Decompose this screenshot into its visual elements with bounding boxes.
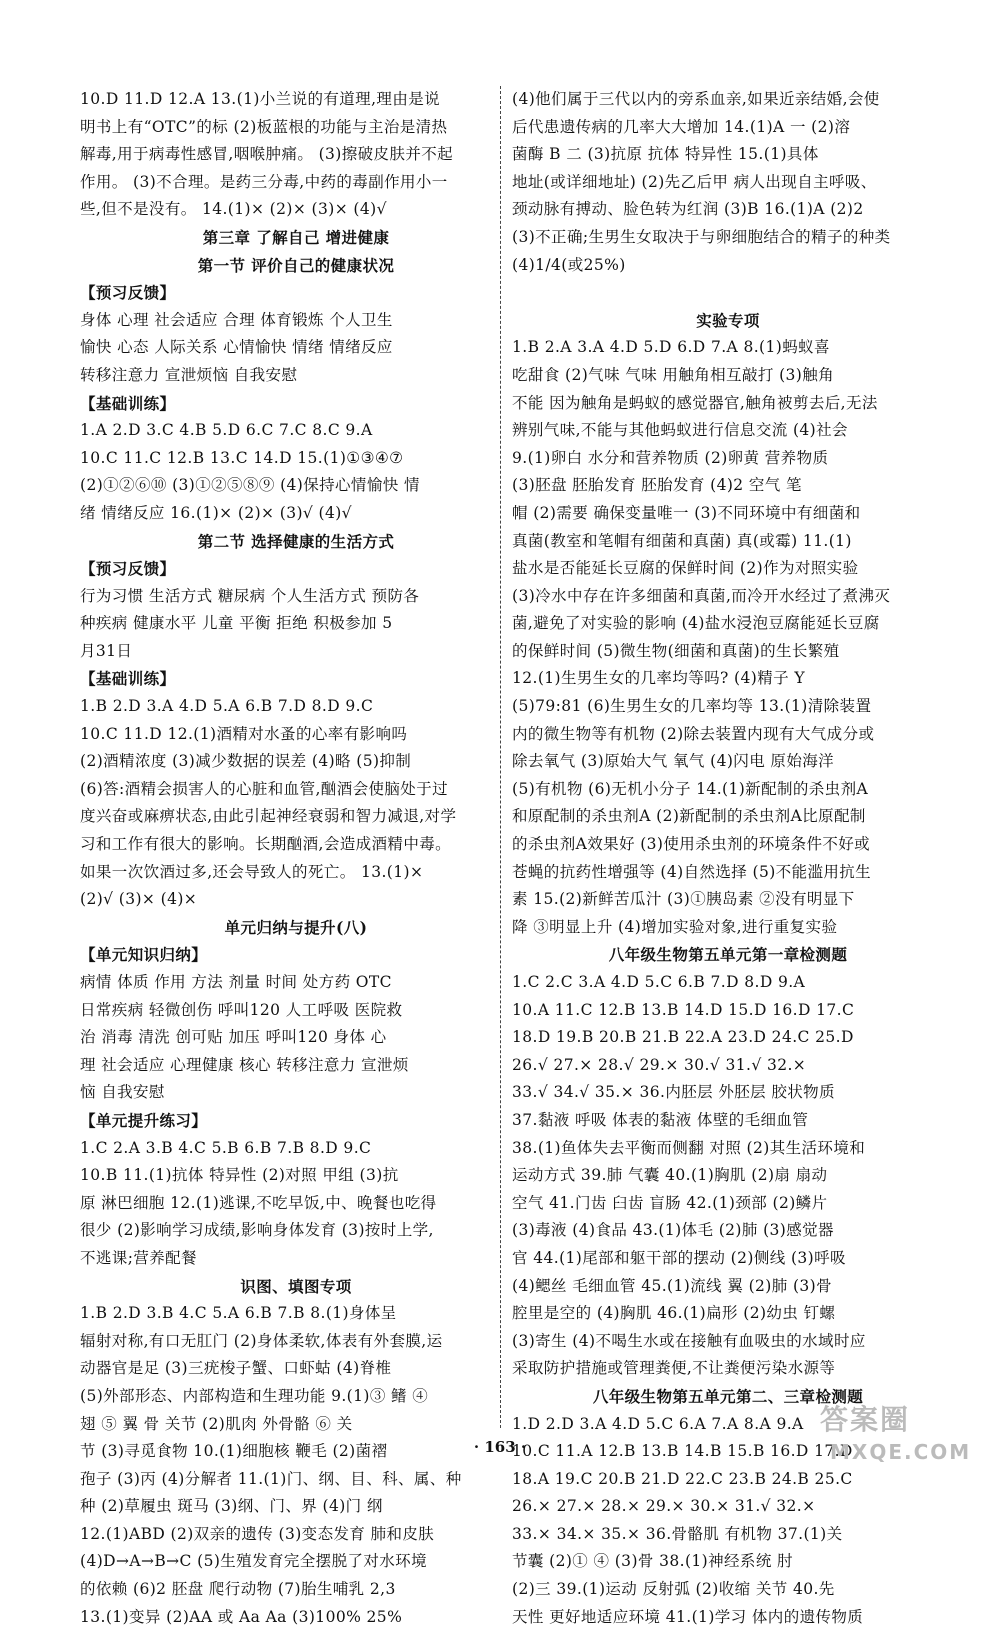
answer-line: (5)79:81 (6)生男生女的几率均等 13.(1)清除装置 (512, 697, 872, 716)
subsection-label: 【单元知识归纳】 (80, 945, 208, 965)
answer-line: 1.B 2.A 3.A 4.D 5.D 6.D 7.A 8.(1)蚂蚁喜 (512, 338, 830, 357)
answer-line: 吃甜食 (2)气味 气味 用触角相互敲打 (3)触角 (512, 365, 835, 384)
answer-line: (5)外部形态、内部构造和生理功能 9.(1)③ 鳍 ④ (80, 1386, 429, 1405)
answer-line: 33.× 34.× 35.× 36.骨骼肌 有机物 37.(1)关 (512, 1524, 843, 1543)
subsection-label: 【基础训练】 (80, 393, 176, 413)
answer-line: 1.B 2.D 3.A 4.D 5.A 6.B 7.D 8.D 9.C (80, 697, 374, 716)
answer-line: 菌,避免了对实验的影响 (4)盐水浸泡豆腐能延长豆腐 (512, 614, 880, 633)
section-heading: 八年级生物第五单元第二、三章检测题 (592, 1386, 864, 1406)
answer-line: 很少 (2)影响学习成绩,影响身体发育 (3)按时上学, (80, 1221, 434, 1240)
answer-line: 10.B 11.(1)抗体 特异性 (2)对照 甲组 (3)抗 (80, 1166, 399, 1185)
answer-line: 节 (3)寻觅食物 10.(1)细胞核 鞭毛 (2)菌褶 (80, 1442, 388, 1461)
section-heading: 第二节 选择健康的生活方式 (197, 531, 395, 551)
watermark-logo: 答案圈 (820, 1403, 911, 1436)
answer-line: 的杀虫剂A效果好 (3)使用杀虫剂的环境条件不好或 (512, 835, 871, 854)
answer-line: 习和工作有很大的影响。长期酗酒,会造成酒精中毒。 (80, 835, 452, 854)
answer-line: 腔里是空的 (4)胸肌 46.(1)扁形 (2)幼虫 钉螺 (512, 1304, 836, 1323)
answer-line: (2)三 39.(1)运动 反射弧 (2)收缩 关节 40.先 (512, 1580, 835, 1599)
answer-line: 些,但不是没有。 14.(1)× (2)× (3)× (4)√ (80, 200, 387, 219)
answer-line: (4)1/4(或25%) (512, 255, 626, 274)
answer-line: 空气 41.门齿 臼齿 盲肠 42.(1)颈部 (2)鳞片 (512, 1193, 828, 1212)
answer-line (512, 279, 944, 307)
answer-line: 动器官是足 (3)三疣梭子蟹、口虾蛄 (4)脊椎 (80, 1359, 392, 1378)
answer-line: 孢子 (3)丙 (4)分解者 11.(1)门、纲、目、科、属、种 (80, 1469, 462, 1488)
answer-line: 愉快 心态 人际关系 心情愉快 情绪 情绪反应 (80, 338, 393, 357)
answer-line: 38.(1)鱼体失去平衡而侧翻 对照 (2)其生活环境和 (512, 1138, 866, 1157)
answer-line: 种 (2)草履虫 斑马 (3)纲、门、界 (4)门 纲 (80, 1497, 383, 1516)
answer-line: 37.黏液 呼吸 体表的黏液 体壁的毛细血管 (512, 1110, 809, 1129)
answer-line: 官 44.(1)尾部和躯干部的摆动 (2)侧线 (3)呼吸 (512, 1248, 846, 1267)
answer-line: 理 社会适应 心理健康 核心 转移注意力 宣泄烦 (80, 1055, 409, 1074)
column-divider (500, 86, 501, 1428)
answer-line: (2)酒精浓度 (3)减少数据的误差 (4)略 (5)抑制 (80, 752, 412, 771)
answer-line: 9.(1)卵白 水分和营养物质 (2)卵黄 营养物质 (512, 448, 829, 467)
answer-line: 菌酶 B 二 (3)抗原 抗体 特异性 15.(1)具体 (512, 145, 819, 164)
answer-line: 12.(1)ABD (2)双亲的遗传 (3)变态发育 肺和皮肤 (80, 1524, 435, 1543)
answer-line: 真菌(教室和笔帽有细菌和真菌) 真(或霉) 11.(1) (512, 531, 852, 550)
answer-line: 治 消毒 清洗 创可贴 加压 呼叫120 身体 心 (80, 1028, 387, 1047)
section-heading: 实验专项 (696, 310, 760, 330)
answer-line: 度兴奋或麻痹状态,由此引起神经衰弱和智力减退,对学 (80, 807, 457, 826)
section-heading: 八年级生物第五单元第一章检测题 (608, 945, 848, 965)
answer-line: 内的微生物等有机物 (2)除去装置内现有大气成分或 (512, 724, 875, 743)
answer-line: 月31日 (80, 641, 133, 660)
answer-line: 10.A 11.C 12.B 13.B 14.D 15.D 16.D 17.C (512, 1000, 855, 1019)
answer-line: 作用。 (3)不合理。是药三分毒,中药的毒副作用小一 (80, 172, 448, 191)
answer-line: (3)毒液 (4)食品 43.(1)体毛 (2)肺 (3)感觉器 (512, 1221, 834, 1240)
answer-line: 种疾病 健康水平 儿童 平衡 拒绝 积极参加 5 (80, 614, 393, 633)
answer-line: (2)√ (3)× (4)× (80, 890, 198, 909)
answer-line: 采取防护措施或管理粪便,不让粪便污染水源等 (512, 1359, 836, 1378)
section-heading: 单元归纳与提升(八) (224, 917, 368, 937)
answer-line: 1.C 2.C 3.A 4.D 5.C 6.B 7.D 8.D 9.A (512, 973, 806, 991)
answer-line: 素 15.(2)新鲜苦瓜汁 (3)①胰岛素 ②没有明显下 (512, 890, 855, 909)
answer-line: 不逃课;营养配餐 (80, 1248, 197, 1267)
answer-line: 降 ③明显上升 (4)增加实验对象,进行重复实验 (512, 917, 838, 936)
answer-line: 10.C 11.C 12.B 13.C 14.D 15.(1)①③④⑦ (80, 448, 404, 467)
answer-line: 恼 自我安慰 (80, 1083, 165, 1102)
answer-line: 病情 体质 作用 方法 剂量 时间 处方药 OTC (80, 973, 392, 991)
watermark (820, 1400, 988, 1470)
answer-line: 10.C 11.A 12.B 13.B 14.B 15.B 16.D 17.D (512, 1442, 853, 1461)
answer-line: (3)寄生 (4)不喝生水或在接触有血吸虫的水域时应 (512, 1331, 866, 1350)
answer-line: 颈动脉有搏动、脸色转为红润 (3)B 16.(1)A (2)2 (512, 200, 864, 219)
answer-line: 盐水是否能延长豆腐的保鲜时间 (2)作为对照实验 (512, 559, 859, 578)
left-column (80, 86, 512, 1631)
answer-line: (4)鳃丝 毛细血管 45.(1)流线 翼 (2)肺 (3)骨 (512, 1276, 833, 1295)
answer-line: 辨别气味,不能与其他蚂蚁进行信息交流 (4)社会 (512, 421, 848, 440)
subsection-label: 【预习反馈】 (80, 283, 176, 303)
answer-line: (4)D→A→B→C (5)生殖发育完全摆脱了对水环境 (80, 1552, 427, 1571)
answer-line: 1.D 2.D 3.A 4.D 5.C 6.A 7.A 8.A 9.A (512, 1414, 804, 1433)
section-heading: 识图、填图专项 (240, 1276, 352, 1296)
answer-line: 运动方式 39.肺 气囊 40.(1)胸肌 (2)扇 扇动 (512, 1166, 828, 1185)
answer-line: 除去氧气 (3)原始大气 氧气 (4)闪电 原始海洋 (512, 752, 835, 771)
answer-line: 身体 心理 社会适应 合理 体育锻炼 个人卫生 (80, 310, 393, 329)
answer-line: 日常疾病 轻微创伤 呼叫120 人工呼吸 医院救 (80, 1000, 403, 1019)
answer-line: 苍蝇的抗药性增强等 (4)自然选择 (5)不能滥用抗生 (512, 862, 872, 881)
answer-line: 如果一次饮酒过多,还会导致人的死亡。 13.(1)× (80, 862, 424, 881)
answer-line: 10.D 11.D 12.A 13.(1)小兰说的有道理,理由是说 (80, 90, 441, 108)
answer-line: (4)他们属于三代以内的旁系血亲,如果近亲结婚,会使 (512, 90, 880, 108)
answer-line: 明书上有“OTC”的标 (2)板蓝根的功能与主治是清热 (80, 117, 448, 136)
answer-line: 26.√ 27.× 28.√ 29.× 30.√ 31.√ 32.× (512, 1055, 807, 1074)
answer-line: 节囊 (2)① ④ (3)骨 38.(1)神经系统 肘 (512, 1552, 793, 1571)
answer-line: 的保鲜时间 (5)微生物(细菌和真菌)的生长繁殖 (512, 641, 840, 660)
answer-line: 原 淋巴细胞 12.(1)逃课,不吃早饭,中、晚餐也吃得 (80, 1193, 437, 1212)
answer-line: (6)答:酒精会损害人的心脏和血管,酗酒会使脑处于过 (80, 779, 449, 798)
answer-line: 12.(1)生男生女的几率均等吗? (4)精子 Y (512, 669, 805, 688)
section-heading: 第一节 评价自己的健康状况 (197, 255, 395, 275)
answer-line: 和原配制的杀虫剂A (2)新配制的杀虫剂A比原配制 (512, 807, 866, 826)
answer-line: 行为习惯 生活方式 糖尿病 个人生活方式 预防各 (80, 586, 420, 605)
answer-line: (2)①②⑥⑩ (3)①②⑤⑧⑨ (4)保持心情愉快 情 (80, 476, 420, 495)
answer-line: 18.A 19.C 20.B 21.D 22.C 23.B 24.B 25.C (512, 1469, 853, 1488)
answer-line: 1.C 2.A 3.B 4.C 5.B 6.B 7.B 8.D 9.C (80, 1138, 372, 1157)
answer-line: 不能 因为触角是蚂蚁的感觉器官,触角被剪去后,无法 (512, 393, 878, 412)
answer-line: (3)胚盘 胚胎发育 胚胎发育 (4)2 空气 笔 (512, 476, 802, 495)
answer-line: 帽 (2)需要 确保变量唯一 (3)不同环境中有细菌和 (512, 503, 861, 522)
answer-line: 绪 情绪反应 16.(1)× (2)× (3)√ (4)√ (80, 503, 352, 522)
answer-line: 18.D 19.B 20.B 21.B 22.A 23.D 24.C 25.D (512, 1028, 854, 1047)
answer-line: 1.B 2.D 3.B 4.C 5.A 6.B 7.B 8.(1)身体呈 (80, 1304, 397, 1323)
subsection-label: 【基础训练】 (80, 669, 176, 689)
answer-line: 辐射对称,有口无肛门 (2)身体柔软,体表有外套膜,运 (80, 1331, 443, 1350)
watermark-site: MXQE.COM (830, 1440, 972, 1464)
subsection-label: 【单元提升练习】 (80, 1110, 208, 1130)
subsection-label: 【预习反馈】 (80, 559, 176, 579)
answer-line: 解毒,用于病毒性感冒,咽喉肿痛。 (3)擦破皮肤并不起 (80, 145, 454, 164)
answer-line: 26.× 27.× 28.× 29.× 30.× 31.√ 32.× (512, 1497, 816, 1516)
page-number: · 163 · (473, 1438, 527, 1456)
answer-line: 转移注意力 宣泄烦恼 自我安慰 (80, 365, 298, 384)
answer-line: 后代患遗传病的几率大大增加 14.(1)A 一 (2)溶 (512, 117, 851, 136)
answer-line: 33.√ 34.√ 35.× 36.内胚层 外胚层 胶状物质 (512, 1083, 835, 1102)
answer-line: 天性 更好地适应环境 41.(1)学习 体内的遗传物质 (512, 1607, 864, 1626)
answer-line: 13.(1)变异 (2)AA 或 Aa Aa (3)100% 25% (80, 1607, 403, 1626)
answer-line: 10.C 11.D 12.(1)酒精对水蚤的心率有影响吗 (80, 724, 408, 743)
answer-line: 翅 ⑤ 翼 骨 关节 (2)肌肉 外骨骼 ⑥ 关 (80, 1414, 353, 1433)
answer-line: (3)不正确;生男生女取决于与卵细胞结合的精子的种类 (512, 227, 891, 246)
section-heading: 第三章 了解自己 增进健康 (202, 227, 390, 247)
answer-line: (5)有机物 (6)无机小分子 14.(1)新配制的杀虫剂A (512, 779, 869, 798)
answer-line: 1.A 2.D 3.C 4.B 5.D 6.C 7.C 8.C 9.A (80, 421, 373, 440)
answer-line: 地址(或详细地址) (2)先乙后甲 病人出现自主呼吸、 (512, 172, 877, 191)
answer-line: 的依赖 (6)2 胚盘 爬行动物 (7)胎生哺乳 2,3 (80, 1580, 396, 1599)
answer-line: (3)冷水中存在许多细菌和真菌,而冷开水经过了煮沸灭 (512, 586, 891, 605)
